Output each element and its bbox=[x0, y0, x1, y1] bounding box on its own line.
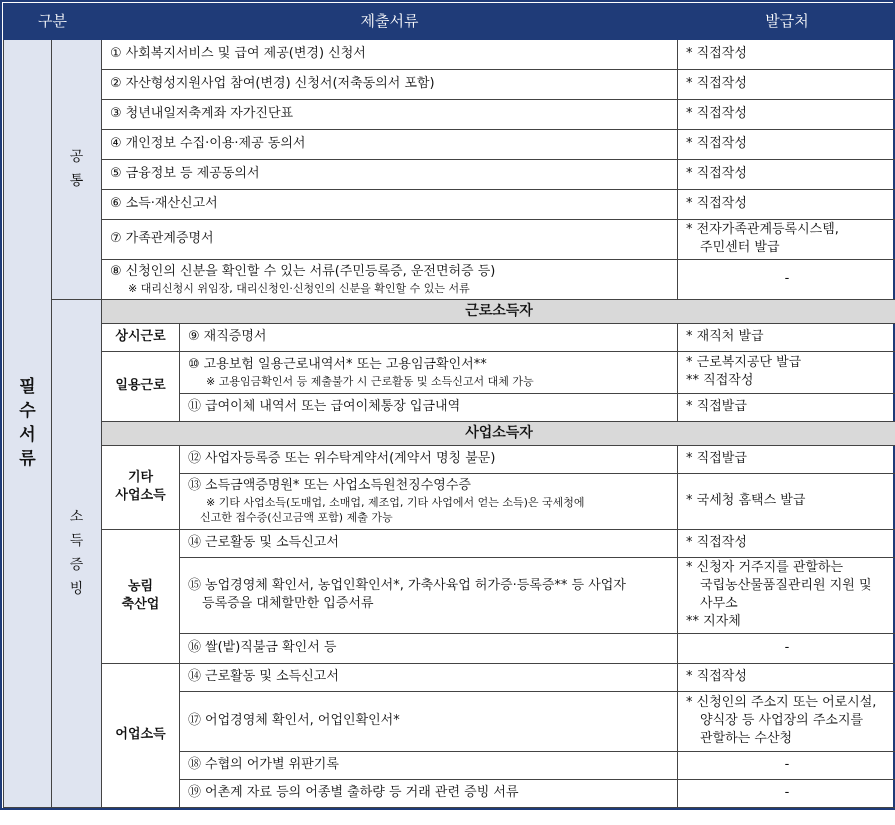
issuer: * 직접작성 bbox=[678, 189, 895, 219]
table-row bbox=[4, 219, 895, 259]
category-required-documents: 필 수 서 류 bbox=[4, 39, 52, 807]
issuer: - bbox=[678, 779, 895, 807]
document-name: ⑪ 급여이체 내역서 또는 급여이체통장 입금내역 bbox=[180, 393, 678, 421]
subcategory-other-business: 기타 사업소득 bbox=[102, 445, 180, 529]
document-name: ⑭ 근로활동 및 소득신고서 bbox=[180, 663, 678, 691]
section-labor-income: 근로소득자 bbox=[102, 299, 895, 323]
document-name: ⑰ 어업경영체 확인서, 어업인확인서* bbox=[180, 691, 678, 751]
table-row bbox=[4, 529, 895, 557]
table-row bbox=[4, 159, 895, 189]
table-row bbox=[4, 351, 895, 393]
document-note: 신고한 접수증(신고금액 포함) 제출 가능 bbox=[200, 511, 393, 524]
table-row bbox=[4, 39, 895, 69]
document-name: ⑨ 재직증명서 bbox=[180, 323, 678, 351]
issuer: * 전자가족관계등록시스템, 주민센터 발급 bbox=[678, 219, 895, 259]
header-issuer: 발급처 bbox=[678, 4, 895, 40]
document-name: ⑧ 신청인의 신분을 확인할 수 있는 서류(주민등록증, 운전면허증 등) ※ 대리신청시 위임장, 대리신청인·신청인의 신분을 확인할 수 있는 서류 bbox=[102, 259, 678, 299]
table-row bbox=[4, 129, 895, 159]
document-name: ⑫ 사업자등록증 또는 위수탁계약서(계약서 명칭 불문) bbox=[180, 445, 678, 473]
subcategory-agriculture: 농림 축산업 bbox=[102, 529, 180, 663]
table-row bbox=[4, 663, 895, 691]
document-note: ※ 대리신청시 위임장, 대리신청인·신청인의 신분을 확인할 수 있는 서류 bbox=[128, 281, 470, 295]
document-name: ⑱ 수협의 어가별 위판기록 bbox=[180, 751, 678, 779]
document-name: ⑭ 근로활동 및 소득신고서 bbox=[180, 529, 678, 557]
document-name: ⑥ 소득·재산신고서 bbox=[102, 189, 678, 219]
table-header-row bbox=[4, 4, 895, 40]
table-row bbox=[4, 259, 895, 299]
issuer: * 직접발급 bbox=[678, 445, 895, 473]
issuer: * 직접작성 bbox=[678, 129, 895, 159]
document-name: ② 자산형성지원사업 참여(변경) 신청서(저축동의서 포함) bbox=[102, 69, 678, 99]
document-name: ⑯ 쌀(밭)직불금 확인서 등 bbox=[180, 633, 678, 663]
subcategory-fishery: 어업소득 bbox=[102, 663, 180, 807]
document-name: ⑮ 농업경영체 확인서, 농업인확인서*, 가축사육업 허가증·등록증** 등 사업자 등록증을 대체할만한 입증서류 bbox=[180, 557, 678, 633]
issuer: - bbox=[678, 259, 895, 299]
issuer: * 직접작성 bbox=[678, 39, 895, 69]
document-name: ⑤ 금융정보 등 제공동의서 bbox=[102, 159, 678, 189]
issuer: * 직접작성 bbox=[678, 159, 895, 189]
document-name: ⑲ 어촌계 자료 등의 어종별 출하량 등 거래 관련 증빙 서류 bbox=[180, 779, 678, 807]
issuer: * 신청인의 주소지 또는 어로시설, 양식장 등 사업장의 주소지를 관할하는 수산청 bbox=[678, 691, 895, 751]
issuer: * 직접발급 bbox=[678, 393, 895, 421]
issuer: * 국세청 홈택스 발급 bbox=[678, 473, 895, 529]
document-name: ④ 개인정보 수집·이용·제공 동의서 bbox=[102, 129, 678, 159]
issuer: * 근로복지공단 발급 ** 직접작성 bbox=[678, 351, 895, 393]
section-business-income: 사업소득자 bbox=[102, 421, 895, 445]
issuer: * 직접작성 bbox=[678, 663, 895, 691]
issuer: * 직접작성 bbox=[678, 99, 895, 129]
issuer: - bbox=[678, 633, 895, 663]
header-documents: 제출서류 bbox=[102, 4, 678, 40]
document-name: ⑦ 가족관계증명서 bbox=[102, 219, 678, 259]
table-row bbox=[4, 69, 895, 99]
section-header-row bbox=[4, 421, 895, 445]
category-income-proof: 소 득 증 빙 bbox=[52, 299, 102, 807]
category-common: 공 통 bbox=[52, 39, 102, 299]
document-name: ⑬ 소득금액증명원* 또는 사업소득원천징수영수증 ※ 기타 사업소득(도매업, 소매업, 제조업, 기타 사업에서 얻는 소득)은 국세청에 신고한 접수증(신고금액 포함) 제출 가능 bbox=[180, 473, 678, 529]
issuer: * 재직처 발급 bbox=[678, 323, 895, 351]
header-category: 구분 bbox=[4, 4, 102, 40]
issuer: - bbox=[678, 751, 895, 779]
document-name: ① 사회복지서비스 및 급여 제공(변경) 신청서 bbox=[102, 39, 678, 69]
document-note: ※ 기타 사업소득(도매업, 소매업, 제조업, 기타 사업에서 얻는 소득)은 국세청에 bbox=[206, 496, 585, 509]
table-row bbox=[4, 189, 895, 219]
document-name: ⑩ 고용보험 일용근로내역서* 또는 고용임금확인서** ※ 고용임금확인서 등 제출불가 시 근로활동 및 소득신고서 대체 가능 bbox=[180, 351, 678, 393]
table-row bbox=[4, 99, 895, 129]
subcategory-daily-work: 일용근로 bbox=[102, 351, 180, 421]
table-row bbox=[4, 323, 895, 351]
document-name: ③ 청년내일저축계좌 자가진단표 bbox=[102, 99, 678, 129]
issuer: * 신청자 거주지를 관할하는 국립농산물품질관리원 지원 및 사무소 ** 지자체 bbox=[678, 557, 895, 633]
issuer: * 직접작성 bbox=[678, 529, 895, 557]
required-documents-table bbox=[3, 3, 895, 808]
section-header-row bbox=[4, 299, 895, 323]
document-note: ※ 고용임금확인서 등 제출불가 시 근로활동 및 소득신고서 대체 가능 bbox=[206, 374, 534, 388]
issuer: * 직접작성 bbox=[678, 69, 895, 99]
subcategory-regular-work: 상시근로 bbox=[102, 323, 180, 351]
table-row bbox=[4, 445, 895, 473]
